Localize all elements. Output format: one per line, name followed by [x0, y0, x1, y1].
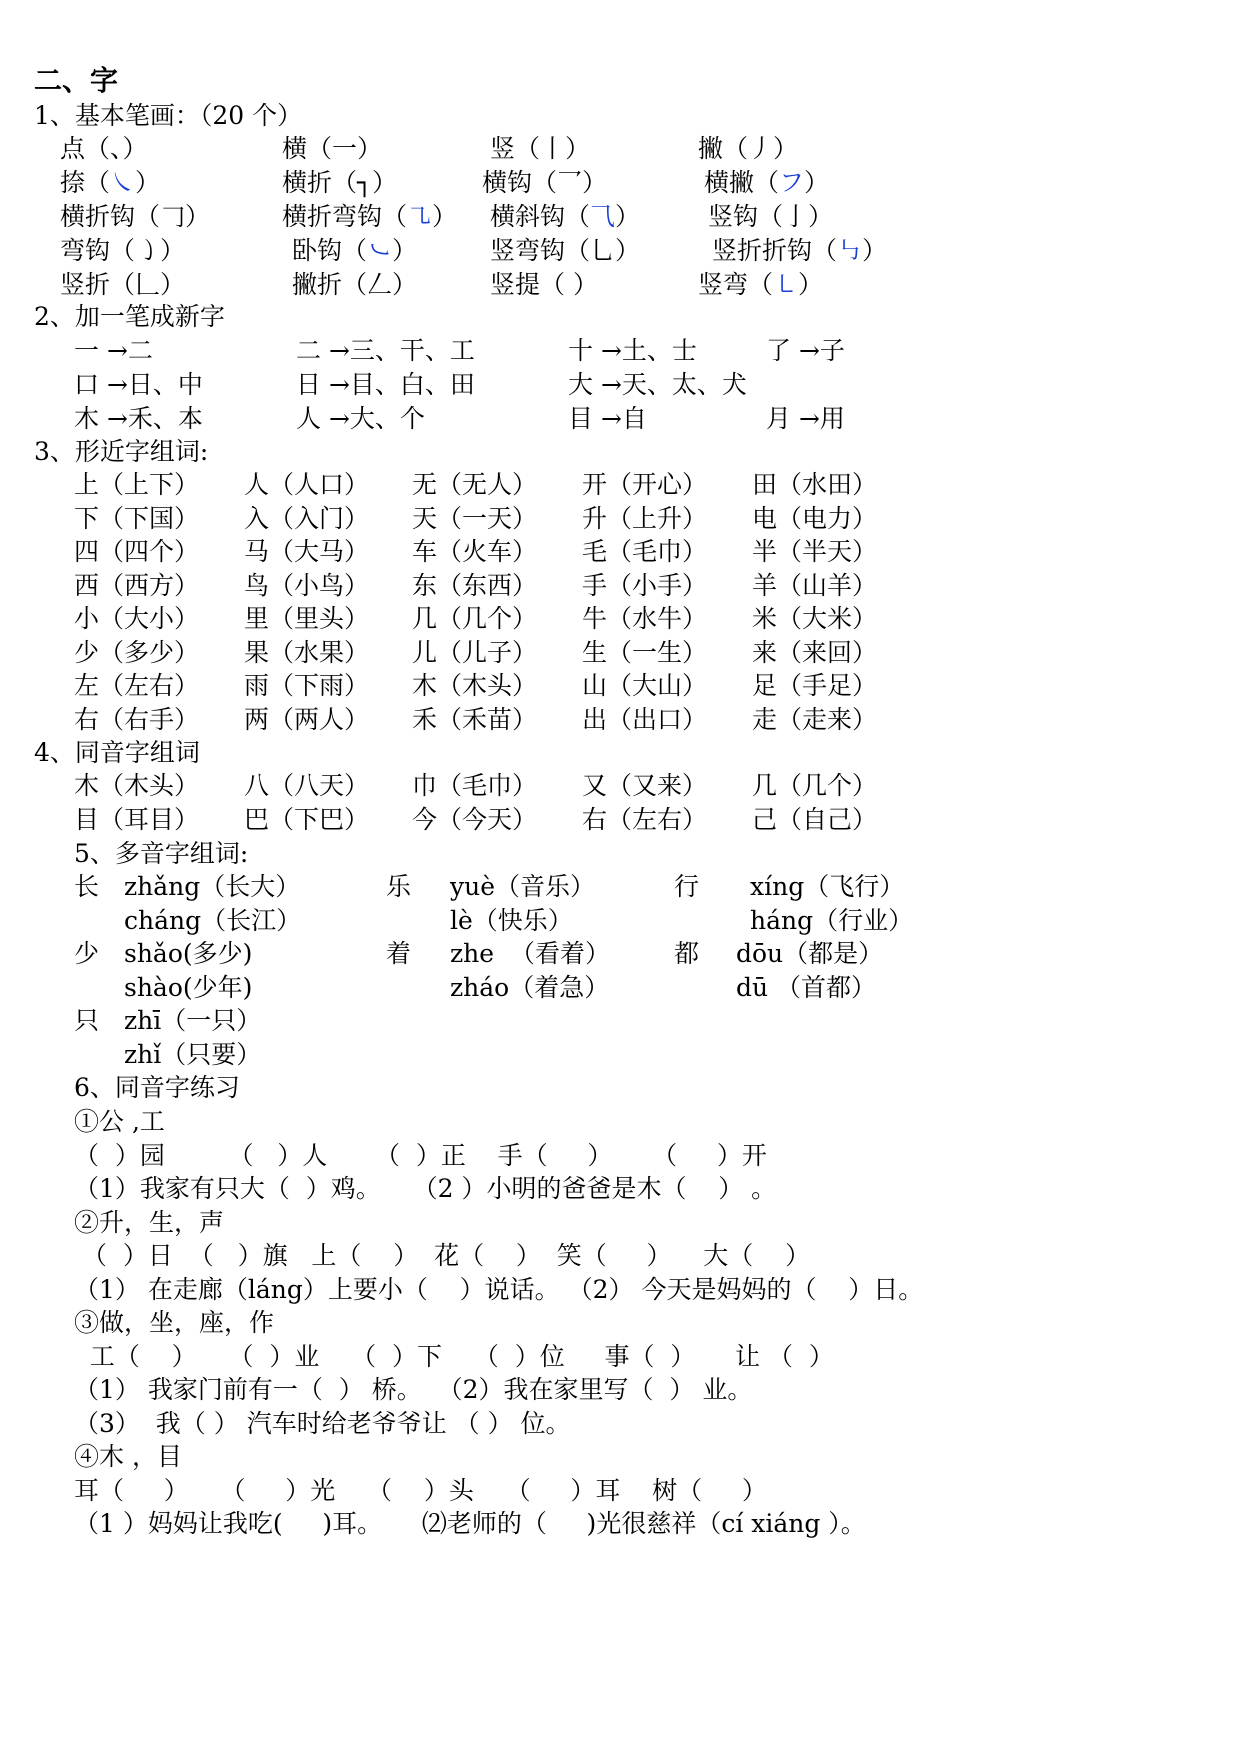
similar-char-word: 生（一生） [582, 637, 708, 667]
add-stroke-item: 木 →禾、本 [74, 404, 203, 433]
stroke-glyph: フ [779, 168, 805, 197]
paren: （ [382, 202, 408, 231]
similar-char-word: 米（大米） [752, 604, 878, 633]
stroke-item [60, 268, 185, 302]
stroke-item [490, 200, 640, 234]
stroke-glyph: 𠃋 [367, 270, 393, 299]
stroke-name: 竖弯 [698, 270, 749, 299]
practice-line: ①公 ,工 [74, 1107, 165, 1136]
stroke-name: 横钩 [482, 168, 533, 197]
practice-line: （ ）园 （ ）人 （ ）正 手（ ） （ ）开 [74, 1140, 767, 1170]
similar-char-word: 田（水田） [752, 470, 878, 499]
similar-char-word: 人（人口） [244, 470, 370, 499]
paren: （ [332, 168, 358, 197]
stroke-glyph: 乛 [557, 168, 583, 197]
homophone-word: 目（耳目） [74, 805, 200, 834]
add-stroke-item: 二 →三、干、工 [296, 336, 475, 365]
paren: （ [342, 270, 368, 299]
paren: ） [572, 270, 598, 299]
stroke-glyph: ㇃ [367, 236, 393, 265]
similar-char-word: 木（木头） [412, 671, 538, 700]
similar-char-word: 少（多少） [74, 637, 200, 667]
paren: ） [135, 168, 161, 197]
stroke-item [490, 234, 640, 268]
paren: ） [122, 134, 148, 163]
paren: ） [185, 202, 211, 231]
paren: ） [862, 236, 888, 265]
polyphone-reading: zhī（一只） [124, 1006, 262, 1035]
paren: （ [110, 236, 136, 265]
stroke-name: 竖提 [490, 270, 541, 299]
stroke-glyph: ㇈ [407, 202, 433, 231]
paren: （ [515, 134, 541, 163]
stroke-item [490, 268, 598, 302]
similar-char-word: 手（小手） [582, 570, 708, 600]
similar-char-word: 半（半天） [752, 537, 878, 566]
stroke-name: 横折 [282, 168, 333, 197]
similar-char-word: 牛（水牛） [582, 604, 708, 633]
stroke-item [712, 234, 887, 268]
stroke-item [282, 166, 397, 200]
stroke-item [292, 234, 417, 268]
polyphone-reading: xíng（飞行） [750, 872, 905, 901]
similar-char-word: 小（大小） [74, 604, 200, 633]
paren: （ [748, 270, 774, 299]
add-stroke-heading: 2、加一笔成新字 [34, 302, 225, 331]
stroke-glyph: 、 [110, 134, 123, 163]
add-stroke-item: 口 →日、中 [74, 370, 203, 399]
paren: ） [615, 202, 641, 231]
similar-char-word: 禾（禾苗） [412, 704, 538, 734]
stroke-name: 横折钩 [60, 202, 136, 231]
stroke-item [708, 200, 833, 234]
paren: （ [307, 134, 333, 163]
paren: ） [615, 236, 641, 265]
practice-line: （1） 我家门前有一（ ） 桥。 （2）我在家里写（ ） 业。 [74, 1375, 753, 1404]
stroke-name: 竖折 [60, 270, 111, 299]
stroke-glyph: ┐ [357, 168, 373, 197]
stroke-item [490, 132, 590, 166]
similar-char-word: 电（电力） [752, 503, 878, 533]
homophone-word: 今（今天） [412, 805, 538, 834]
paren: ） [392, 236, 418, 265]
add-stroke-item: 了 →子 [766, 336, 845, 365]
similar-char-word: 几（几个） [412, 604, 538, 633]
stroke-glyph: 𠃌 [160, 202, 186, 231]
paren: ） [798, 270, 824, 299]
similar-char-word: 天（一天） [412, 503, 538, 533]
stroke-glyph: 乚 [590, 236, 616, 265]
paren: ） [582, 168, 608, 197]
homophone-word: 巴（下巴） [244, 805, 370, 834]
stroke-name: 竖折折钩 [712, 236, 813, 265]
similar-char-word: 毛（毛巾） [582, 537, 708, 566]
add-stroke-item: 日 →目、白、田 [296, 370, 475, 399]
practice-line: ③做，坐，座，作 [74, 1308, 275, 1337]
paren: （ [812, 236, 838, 265]
paren: ） [160, 270, 186, 299]
similar-char-word: 走（走来） [752, 704, 878, 734]
paren: ） [565, 134, 591, 163]
stroke-name: 撇折 [292, 270, 343, 299]
homophone-word: 巾（毛巾） [412, 771, 538, 800]
stroke-name: 竖钩 [708, 202, 759, 231]
paren: ） [808, 202, 834, 231]
stroke-name: 横撇 [704, 168, 755, 197]
paren: ） [432, 202, 458, 231]
paren: （ [540, 270, 566, 299]
stroke-name: 横斜钩 [490, 202, 566, 231]
stroke-glyph: ㇉ [837, 236, 863, 265]
paren: （ [85, 134, 111, 163]
polyphone-reading: dū （首都） [736, 972, 877, 1002]
strokes-heading: 1、基本笔画：（20 个） [34, 101, 303, 130]
polyphone-reading: zháo（着急） [450, 972, 610, 1002]
add-stroke-item: 大 →天、太、犬 [568, 370, 747, 399]
stroke-item [704, 166, 829, 200]
homophones-heading: 4、同音字组词 [34, 738, 200, 767]
stroke-glyph: 一 [332, 134, 358, 163]
similar-char-word: 出（出口） [582, 704, 708, 734]
stroke-glyph: ㇏ [110, 168, 136, 197]
similar-char-word: 左（左右） [74, 671, 200, 700]
polyphone-reading: shào(少年) [124, 972, 253, 1002]
homophone-word: 八（八天） [244, 771, 370, 800]
polyphone-reading: zhe （看着） [450, 939, 610, 968]
practice-line: 工（ ） （ ）业 （ ）下 （ ）位 事（ ） 让 （ ） [74, 1341, 834, 1371]
homophone-word: 右（左右） [582, 805, 708, 834]
stroke-item [60, 132, 148, 166]
practice-line: ④木 ，目 [74, 1442, 182, 1471]
paren: （ [85, 168, 111, 197]
similar-char-word: 西（西方） [74, 570, 200, 600]
polyphone-reading: dōu（都是） [736, 939, 884, 968]
similar-char-word: 升（上升） [582, 503, 708, 533]
similar-char-word: 马（大马） [244, 537, 370, 566]
similar-char-word: 上（上下） [74, 470, 200, 499]
similar-char-word: 雨（下雨） [244, 671, 370, 700]
polyphone-char: 长 [74, 872, 100, 901]
paren: ） [357, 134, 383, 163]
stroke-name: 点 [60, 134, 86, 163]
practice-line: （3） 我（ ） 汽车时给老爷爷让 （ ） 位。 [74, 1408, 571, 1438]
polyphone-char: 少 [74, 939, 100, 968]
similar-char-word: 入（入门） [244, 503, 370, 533]
add-stroke-item: 一 →二 [74, 336, 153, 365]
paren: （ [754, 168, 780, 197]
paren: ） [160, 236, 186, 265]
stroke-item [698, 132, 798, 166]
paren: ） [773, 134, 799, 163]
practice-line: （1） 在走廊（láng）上要小（ ）说话。 （2） 今天是妈妈的（ ）日。 [74, 1274, 924, 1304]
polyphones-heading: 5、多音字组词: [74, 839, 249, 868]
practice-line: （ ）日 （ ）旗 上（ ） 花（ ） 笑（ ） 大（ ） [74, 1241, 811, 1270]
stroke-name: 捺 [60, 168, 86, 197]
stroke-item [292, 268, 417, 302]
add-stroke-item: 人 →大、个 [296, 404, 425, 433]
similar-char-word: 两（两人） [244, 704, 370, 734]
similar-char-word: 果（水果） [244, 637, 370, 667]
similar-char-word: 儿（儿子） [412, 637, 538, 667]
similar-char-word: 下（下国） [74, 503, 200, 533]
similar-char-word: 里（里头） [244, 604, 370, 633]
similar-char-word: 羊（山羊） [752, 570, 878, 600]
stroke-glyph: ⺄ [590, 202, 616, 231]
add-stroke-item: 十 →土、士 [568, 336, 697, 365]
similar-char-word: 车（火车） [412, 537, 538, 566]
similar-char-word: 右（右手） [74, 704, 200, 734]
similar-char-word: 无（无人） [412, 470, 538, 499]
practice-line: （1 ）妈妈让我吃( )耳。 ⑵老师的（ )光很慈祥（cí xiáng ）。 [74, 1509, 866, 1538]
stroke-item [282, 132, 382, 166]
similar-char-word: 东（东西） [412, 570, 538, 600]
polyphone-char: 只 [74, 1006, 100, 1035]
stroke-glyph: 亅 [783, 202, 809, 231]
paren: ） [804, 168, 830, 197]
similar-chars-heading: 3、形近字组词: [34, 437, 209, 466]
practice-heading: 6、同音字练习 [74, 1073, 240, 1102]
stroke-glyph: ㇄ [773, 270, 799, 299]
paren: ） [392, 270, 418, 299]
add-stroke-item: 目 →自 [568, 404, 647, 433]
similar-char-word: 四（四个） [74, 537, 200, 566]
polyphone-reading: háng（行业） [750, 905, 914, 935]
polyphone-reading: cháng（长江） [124, 905, 302, 935]
stroke-item [282, 200, 457, 234]
homophone-word: 又（又来） [582, 771, 708, 800]
similar-char-word: 山（大山） [582, 671, 708, 700]
section-title: 二、字 [34, 64, 119, 97]
stroke-item [60, 234, 185, 268]
stroke-glyph: 𠃊 [135, 270, 161, 299]
stroke-glyph: ㇁ [135, 236, 161, 265]
paren: ） [372, 168, 398, 197]
stroke-item [60, 166, 160, 200]
add-stroke-item: 月 →用 [766, 404, 845, 433]
paren: （ [342, 236, 368, 265]
paren: （ [565, 236, 591, 265]
paren: （ [723, 134, 749, 163]
stroke-glyph: 丨 [540, 134, 566, 163]
paren: （ [565, 202, 591, 231]
polyphone-char: 行 [674, 872, 700, 901]
similar-char-word: 鸟（小鸟） [244, 570, 370, 600]
stroke-glyph: 丿 [748, 134, 774, 163]
stroke-name: 撇 [698, 134, 724, 163]
polyphone-reading: zhǐ（只要） [124, 1039, 262, 1069]
stroke-name: 竖弯钩 [490, 236, 566, 265]
polyphone-char: 都 [674, 939, 700, 968]
similar-char-word: 来（来回） [752, 637, 878, 667]
polyphone-reading: zhǎng（长大） [124, 872, 301, 901]
polyphone-char: 着 [386, 939, 412, 968]
homophone-word: 己（自己） [752, 805, 878, 834]
stroke-name: 横折弯钩 [282, 202, 383, 231]
homophone-word: 几（几个） [752, 771, 878, 800]
stroke-name: 弯钩 [60, 236, 111, 265]
practice-line: （1）我家有只大（ ）鸡。 （2 ）小明的爸爸是木（ ） 。 [74, 1174, 777, 1203]
stroke-name: 竖 [490, 134, 516, 163]
homophone-word: 木（木头） [74, 771, 200, 800]
paren: （ [135, 202, 161, 231]
stroke-item [482, 166, 607, 200]
polyphone-reading: lè（快乐） [450, 905, 573, 935]
similar-char-word: 开（开心） [582, 470, 708, 499]
paren: （ [532, 168, 558, 197]
polyphone-reading: shǎo(多少) [124, 939, 253, 968]
practice-line: ②升，生，声 [74, 1207, 225, 1237]
polyphone-char: 乐 [386, 872, 412, 901]
paren: （ [110, 270, 136, 299]
stroke-item [698, 268, 823, 302]
similar-char-word: 足（手足） [752, 671, 878, 700]
polyphone-reading: yuè（音乐） [450, 872, 596, 901]
paren: （ [758, 202, 784, 231]
practice-line: 耳（ ） （ ）光 （ ）头 （ ）耳 树（ ） [74, 1475, 767, 1505]
stroke-item [60, 200, 210, 234]
stroke-name: 卧钩 [292, 236, 343, 265]
stroke-name: 横 [282, 134, 308, 163]
stroke-glyph [565, 270, 573, 299]
